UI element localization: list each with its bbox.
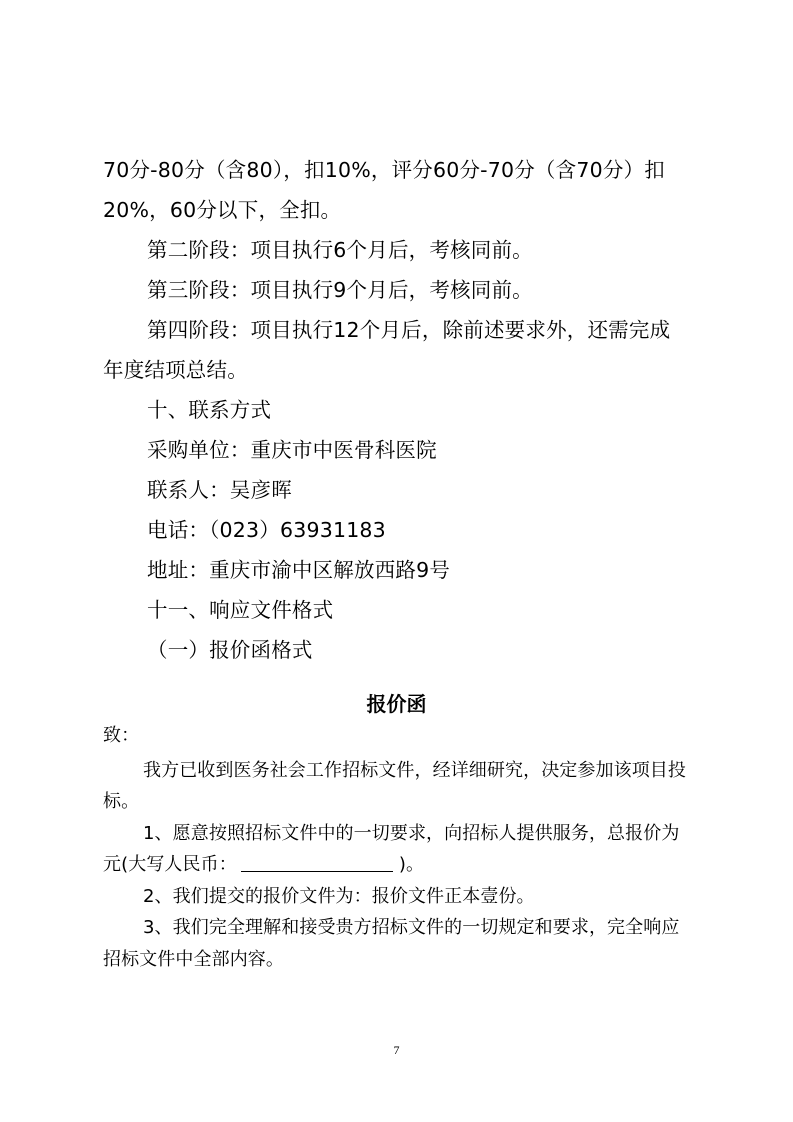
page-number: 7 [393,1043,400,1057]
item-1-prefix: 元(大写人民币： [103,854,237,875]
contact-unit: 采购单位：重庆市中医骨科医院 [147,438,437,462]
letter-item-1-line-2 [103,850,424,876]
scoring-line-2: 20%，60分以下，全扣。 [103,198,342,222]
letter-item-3-line-2: 招标文件中全部内容。 [103,949,284,970]
contact-person: 联系人：吴彦晖 [147,478,292,502]
letter-item-2: 2、我们提交的报价文件为：报价文件正本壹份。 [143,886,535,907]
item-1-suffix: )。 [398,854,425,875]
letter-item-3-line-1: 3、我们完全理解和接受贵方招标文件的一切规定和要求，完全响应 [143,917,680,938]
format-subheading: （一）报价函格式 [147,638,313,662]
letter-intro-line-1: 我方已收到医务社会工作招标文件，经详细研究，决定参加该项目投 [143,760,686,781]
stage-4-line-1: 第四阶段：项目执行12个月后，除前述要求外，还需完成 [147,318,671,342]
format-heading: 十一、响应文件格式 [147,598,334,622]
letter-title: 报价函 [366,692,427,716]
amount-blank-field[interactable] [241,856,393,872]
scoring-line-1: 70分-80分（含80），扣10%，评分60分-70分（含70分）扣 [103,158,665,182]
contact-address: 地址：重庆市渝中区解放西路9号 [147,558,451,582]
contact-phone: 电话：（023）63931183 [147,518,386,542]
letter-salutation: 致： [103,725,140,746]
letter-item-1-line-1: 1、愿意按照招标文件中的一切要求，向招标人提供服务，总报价为 [143,823,680,844]
stage-4-line-2: 年度结项总结。 [103,358,248,382]
stage-3: 第三阶段：项目执行9个月后，考核同前。 [147,278,533,302]
letter-intro-line-2: 标。 [103,791,140,812]
stage-2: 第二阶段：项目执行6个月后，考核同前。 [147,238,533,262]
contact-heading: 十、联系方式 [147,398,272,422]
